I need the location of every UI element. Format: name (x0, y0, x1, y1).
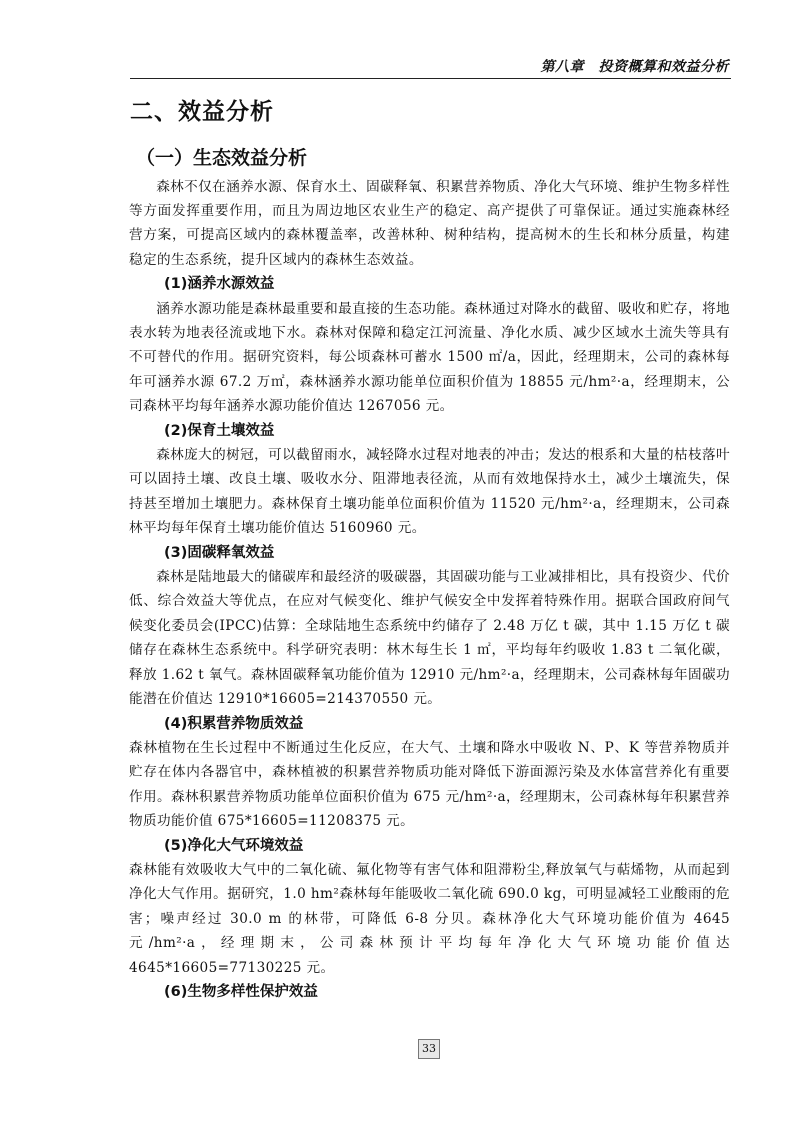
item-text-air: 森林能有效吸收大气中的二氧化硫、氟化物等有害气体和阻滞粉尘,释放氧气与萜烯物，从而起到净化大气作用。据研究，1.0 hm²森林每年能吸收二氧化硫 690.0 kg，可明显减轻工业酸雨的危害；噪声经过 30.0 m 的林带，可降低 6-8 分贝。森林净化大气环境功能价值为 4645 元/hm²·a，经理期末，公司森林预计平均每年净化大气环境功能价值达 4645*16605=77130225 元。 (129, 861, 730, 976)
chapter-title: 第八章 投资概算和效益分析 (540, 59, 729, 75)
item-heading-air: (5)净化大气环境效益 (164, 837, 304, 854)
item-text-carbon: 森林是陆地最大的储碳库和最经济的吸碳器，其固碳功能与工业减排相比，具有投资少、代价低、综合效益大等优点，在应对气候变化、维护气候安全中发挥着特殊作用。据联合国政府间气候变化委员会(IPCC)估算：全球陆地生态系统中约储存了 2.48 万亿 t 碳，其中 1.15 万亿 t 碳储存在森林生态系统中。科学研究表明：林木每生长 1 ㎡，平均每年约吸收 1.83 t 二氧化碳，释放 1.62 t 氧气。森林固碳释氧功能价值为 12910 元/hm²·a，经理期末，公司森林每年固碳功能潜在价值达 12910*16605=214370550 元。 (129, 569, 730, 708)
section-title: 二、效益分析 (130, 99, 274, 125)
item-heading-water: (1)涵养水源效益 (164, 276, 275, 293)
item-text-soil: 森林庞大的树冠，可以截留雨水，减轻降水过程对地表的冲击；发达的根系和大量的枯枝落叶可以固持土壤、改良土壤、吸收水分、阻滞地表径流，从而有效地保持水土，减少土壤流失，保持甚至增加土壤肥力。森林保育土壤功能单位面积价值为 11520 元/hm²·a，经理期末，公司森林平均每年保育土壤功能价值达 5160960 元。 (129, 447, 730, 537)
item-text-nutrients: 森林植物在生长过程中不断通过生化反应，在大气、土壤和降水中吸收 N、P、K 等营养物质并贮存在体内各器官中，森林植被的积累营养物质功能对降低下游面源污染及水体富营养化有重要作用。森林积累营养物质功能单位面积价值为 675 元/hm²·a，经理期末，公司森林每年积累营养物质功能价值 675*16605=11208375 元。 (129, 739, 730, 830)
page-header (130, 52, 731, 79)
item-heading-nutrients: (4)积累营养物质效益 (164, 715, 304, 732)
item-heading-biodiversity: (6)生物多样性保护效益 (164, 983, 318, 1000)
item-text-water: 涵养水源功能是森林最重要和最直接的生态功能。森林通过对降水的截留、吸收和贮存，将地表水转为地表径流或地下水。森林对保障和稳定江河流量、净化水质、减少区域水土流失等具有不可替代的作用。据研究资料，每公顷森林可蓄水 1500 ㎡/a，因此，经理期末，公司的森林每年可涵养水源 67.2 万㎡，森林涵养水源功能单位面积价值为 18855 元/hm²·a，经理期末，公司森林平均每年涵养水源功能价值达 1267056 元。 (129, 300, 730, 415)
item-heading-soil: (2)保育土壤效益 (164, 422, 275, 439)
page-number: 33 (418, 1039, 440, 1059)
subsection-title: （一）生态效益分析 (136, 146, 308, 169)
intro-paragraph: 森林不仅在涵养水源、保育水土、固碳释氧、积累营养物质、净化大气环境、维护生物多样性等方面发挥重要作用，而且为周边地区农业生产的稳定、高产提供了可靠保证。通过实施森林经营方案，可提高区域内的森林覆盖率，改善林种、树种结构，提高树木的生长和林分质量，构建稳定的生态系统，提升区域内的森林生态效益。 (129, 178, 730, 268)
item-heading-carbon: (3)固碳释氧效益 (164, 544, 275, 561)
page-content (129, 86, 730, 1004)
